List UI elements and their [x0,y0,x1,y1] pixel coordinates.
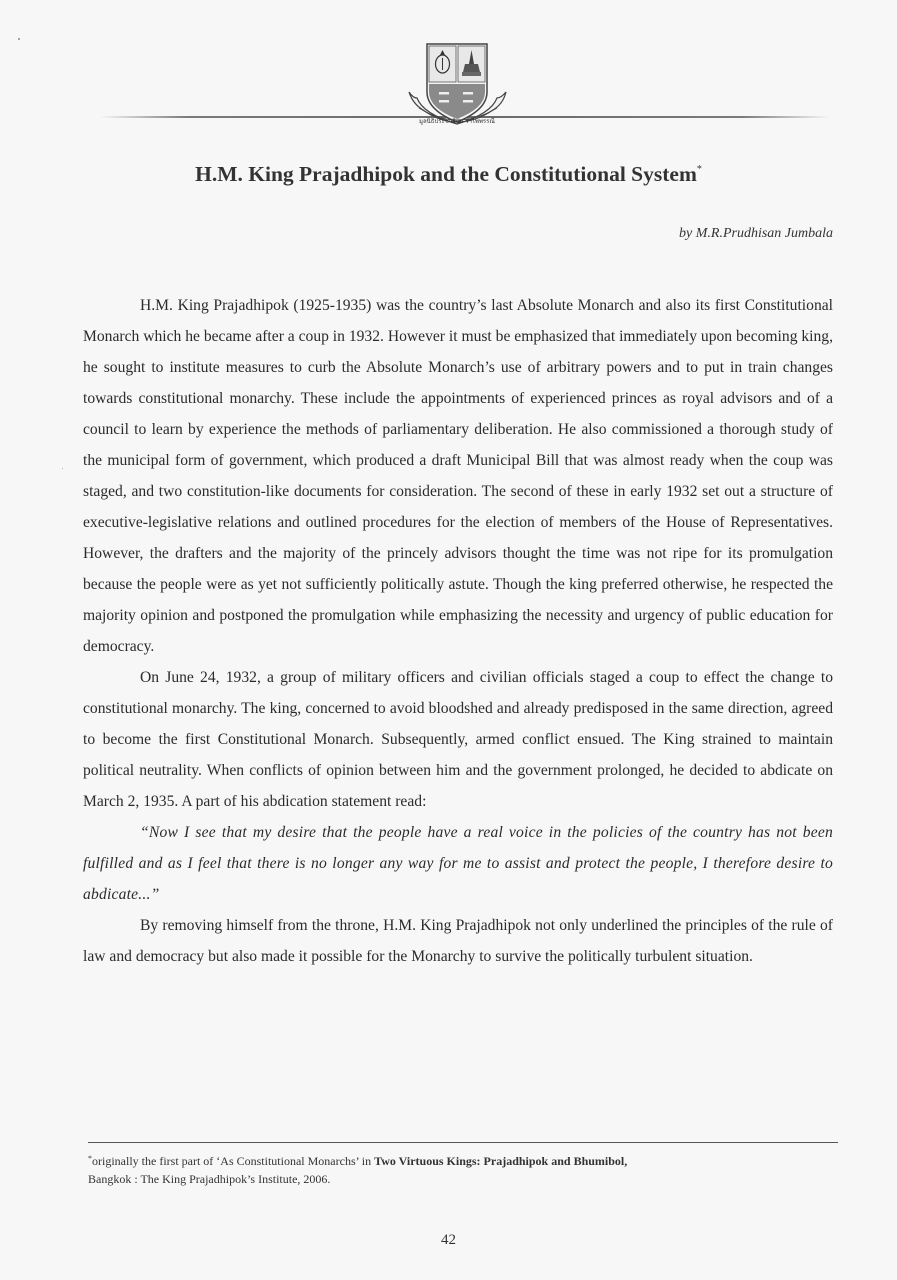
emblem-banner-text: มูลนิธิประชาธิปก-รำไพพรรณี [419,118,495,125]
footnote-book-title: Two Virtuous Kings: Prajadhipok and Bhumibol, [374,1154,628,1168]
author-byline: by M.R.Prudhisan Jumbala [679,226,833,241]
footnote [88,1150,838,1188]
footnote-text-after: Bangkok : The King Prajadhipok’s Institute, 2006. [88,1172,331,1186]
scan-speck [62,468,63,469]
abdication-quote: “Now I see that my desire that the people have a real voice in the policies of the country has not been fulfilled and as I feel that there is no longer any way for me to assist and protect the people, I therefore desire to abdicate...” [83,824,833,903]
paragraph: H.M. King Prajadhipok (1925-1935) was the country’s last Absolute Monarch and also its first Constitutional Monarch which he became after a coup in 1932. However it must be emphasized that immediately upon becoming king, he sought to institute measures to curb the Absolute Monarch’s use of arbitrary powers and to put in train changes towards constitutional monarchy. These include the appointments of experienced princes as royal advisors and of a council to learn by experience the methods of parliamentary deliberation. He also commissioned a thorough study of the municipal form of government, which produced a draft Municipal Bill that was almost ready when the coup was staged, and two constitution-like documents for consideration. The second of these in early 1932 set out a structure of executive-legislative relations and outlined procedures for the election of members of the House of Representatives. However, the drafters and the majority of the princely advisors thought the time was not ripe for its promulgation because the people were as yet not sufficiently politically astute. Though the king preferred otherwise, he respected the majority opinion and postponed the promulgation while emphasizing the necessity and urgency of public education for democracy. [83,297,834,655]
footnote-divider [88,1142,838,1143]
scan-speck [18,38,20,40]
footnote-mark: * [88,1154,92,1163]
royal-crest-emblem-icon [405,40,510,135]
page-number: 42 [441,1232,456,1248]
page-title [0,162,897,187]
page-title-text: H.M. King Prajadhipok and the Constitutional System [195,162,697,186]
footnote-text-before: originally the first part of ‘As Constitutional Monarchs’ in [92,1154,375,1168]
closing-paragraph: By removing himself from the throne, H.M. King Prajadhipok not only underlined the principles of the rule of law and democracy but also made it possible for the Monarchy to survive the politically turbulent situation. [83,917,833,965]
article-body [83,290,833,972]
paragraph: On June 24, 1932, a group of military officers and civilian officials staged a coup to effect the change to constitutional monarchy. The king, concerned to avoid bloodshed and already predisposed in the same direction, agreed to become the first Constitutional Monarch. Subsequently, armed conflict ensued. The King strained to maintain political neutrality. When conflicts of opinion between him and the government prolonged, he decided to abdicate on March 2, 1935. A part of his abdication statement read: [83,669,833,810]
title-footnote-mark: * [696,164,702,175]
